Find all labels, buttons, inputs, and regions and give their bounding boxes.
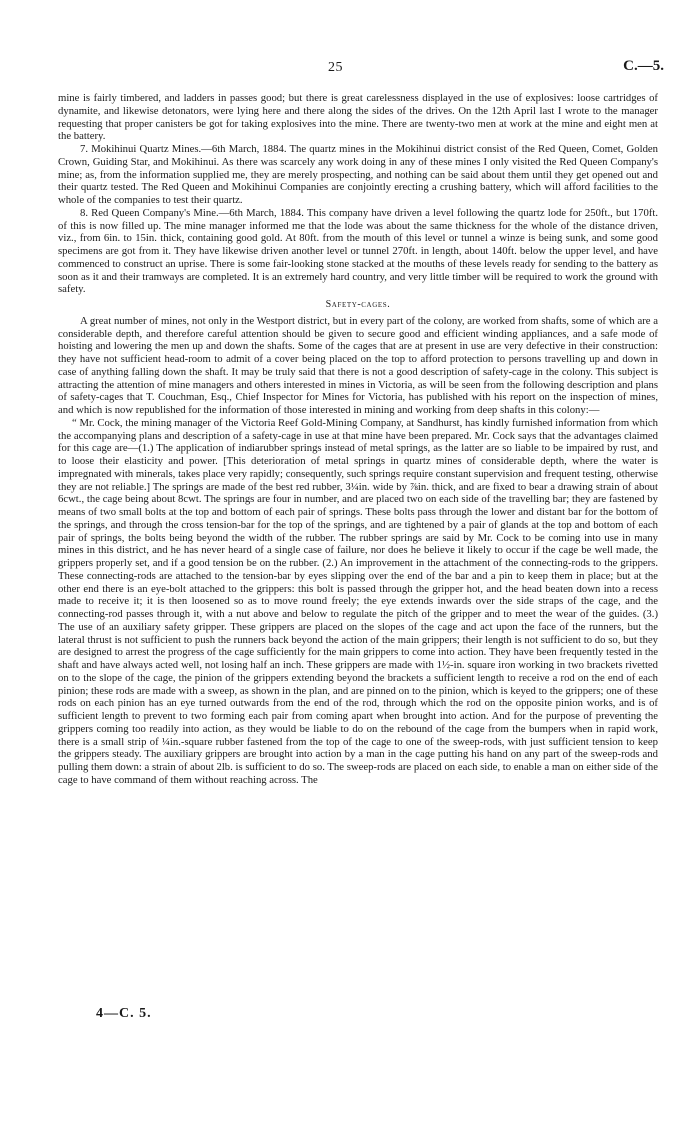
- paragraph-mine-explosives: mine is fairly timbered, and ladders in passes good; but there is great carelessness displayed in the use of explosives: loose cartridges of dynamite, and likewise detonators, were lying here and there along the sides of the drives. On the 12th April last I wrote to the manager requesting that proper canisters be got for taking explosives into the mine. There are twenty-two men at work at the mine and eight men at the battery.: [58, 92, 658, 143]
- document-body: [58, 92, 658, 787]
- signature-mark: 4—C. 5.: [96, 1006, 152, 1021]
- page-number: 25: [328, 60, 343, 75]
- paragraph-safety-cages-intro: A great number of mines, not only in the Westport district, but in every part of the colony, are worked from shafts, some of which are a considerable depth, and therefore careful attention should be given to secure good and efficient winding appliances, and a safe mode of hoisting and lowering the men up and down the shafts. Some of the cages that are at present in use are very defective in their construction: they have not sufficient head-room to admit of a cover being placed on the top to afford protection to persons travelling up and down in case of anything falling down the shaft. It may be truly said that there is not a good description of safety-cage in the colony. This subject is attracting the attention of mine managers and others interested in mines in Victoria, as will be seen from the following description and plans of safety-cages that T. Couchman, Esq., Chief Inspector for Mines for Victoria, has published with his report on the inspection of mines, and which is now republished for the information of those interested in mining and working from deep shafts in this colony:—: [58, 314, 658, 416]
- document-reference: C.—5.: [623, 58, 664, 74]
- section-heading-safety-cages: Safety-cages.: [325, 299, 391, 310]
- paragraph-mr-cock-quote: “ Mr. Cock, the mining manager of the Victoria Reef Gold-Mining Company, at Sandhurst, has kindly furnished information from which the accompanying plans and description of a safety-cage in use at that mine have been prepared. Mr. Cock says that the advantages claimed for this cage are—(1.) The application of indiarubber springs instead of metal springs, as the latter are so liable to be impaired by rust, and to loose their elasticity and power. [This deterioration of metal springs in quartz mines of considerable depth, where the water is impregnated with minerals, takes place very rapidly; consequently, such springs require constant supervision and frequent testing, otherwise they are not reliable.] The springs are made of the best red rubber, 3¼in. wide by ⅞in. thick, and are fixed to bear a drawing strain of about 6cwt., the cage being about 8cwt. The springs are four in number, and are placed two on each side of the travelling bar; they are fastened by means of two small bolts at the top and bottom of each pair of springs. These bolts pass through the lower and distant bar for the bottom of the springs, and through the cross tension-bar for the top of the springs, and are tightened by a pair of glands at the top and bottom of each pair of springs, the bolts being beyond the width of the rubber. The rubber springs are said by Mr. Cock to be coming into use in many mines in this district, and he has never heard of a single case of failure, nor does he believe it likely to occur if the cage be well made, the grippers properly set, and if a good tension be on the rubber. (2.) An improvement in the attachment of the connecting-rods to the grippers. These connecting-rods are attached to the tension-bar by eyes slipping over the end of the bar and a pin to keep them in place; but at the other end there is an eye-bolt attached to the grippers: this bolt is passed through the gripper hot, and the head beaten down into a recess made to receive it; it is then loosened so as to move round freely; the eye extends inwards over the side straps of the cage, and the connecting-rod passes through it, with a nut above and below to regulate the pitch of the gripper and to meet the wear of the guides. (3.) The use of an auxiliary safety gripper. These grippers are placed on the slopes of the cage and act upon the face of the runners, but the lateral thrust is not sufficient to push the runners back beyond the action of the main grippers; their length is not sufficient to do so, but they are designed to arrest the progress of the cage sufficiently for the main grippers to come into action. They have been frequently tested in the shaft and have always acted well, not losing half an inch. These grippers are made with 1½-in. square iron working in two brackets rivetted on to the slope of the cage, the pinion of the grippers extending beyond the brackets a sufficient length to receive a rod on the end of each pinion; these rods are made with a sweep, as shown in the plan, and are pinned on to the pinion, which is keyed to the grippers; one of these rods on each pinion has an eye turned outwards from the end of the rod, through which the rod on the opposite pinion works, and is of sufficient length to prevent to two forming each pair from coming apart when brought into action. And for the purpose of preventing the grippers coming too readily into action, as they would be liable to do on the rebound of the cage from the bumpers when in rapid work, there is a small strip of ¼in.-square rubber fastened from the top of the cage to one of the sweep-rods, with just sufficient tension to keep the grippers steady. The auxiliary grippers are brought into action by a man in the cage putting his hand on any part of the sweep-rods and pulling them down: a strain of about 2lb. is sufficient to do so. The sweep-rods are placed on each side, to enable a man on either side of the cage to have command of them without reaching across. The: [58, 416, 658, 786]
- paragraph-mokihinui-quartz-mines: 7. Mokihinui Quartz Mines.—6th March, 1884. The quartz mines in the Mokihinui district consist of the Red Queen, Comet, Golden Crown, Guiding Star, and Mokihinui. As there was scarcely any work doing in any of these mines I only visited the Red Queen Company's mine; as, from the information supplied me, they are merely prospecting, and nothing can be said about them until they get opened out and their quartz tested. The Red Queen and Mokihinui Companies are conjointly erecting a crushing battery, which will afford facilities to the whole of the companies to test their quartz.: [58, 143, 658, 206]
- paragraph-red-queen-company-mine: 8. Red Queen Company's Mine.—6th March, 1884. This company have driven a level following the quartz lode for 250ft., but 170ft. of this is now filled up. The mine manager informed me that the lode was about the same thickness for the whole of the distance driven, viz., from 6in. to 15in. thick, containing good gold. At 80ft. from the mouth of this level or tunnel a winze is being sunk, and some good specimens are got from it. They have likewise driven another level or tunnel 270ft. in length, about 140ft. below the upper level, and have commenced to construct an uprise. There is some fair-looking stone stacked at the mouths of these levels ready for sending to the battery as soon as it and their tramways are completed. It is an extremely hard country, and very little timber will be required to work the ground with safety.: [58, 206, 658, 296]
